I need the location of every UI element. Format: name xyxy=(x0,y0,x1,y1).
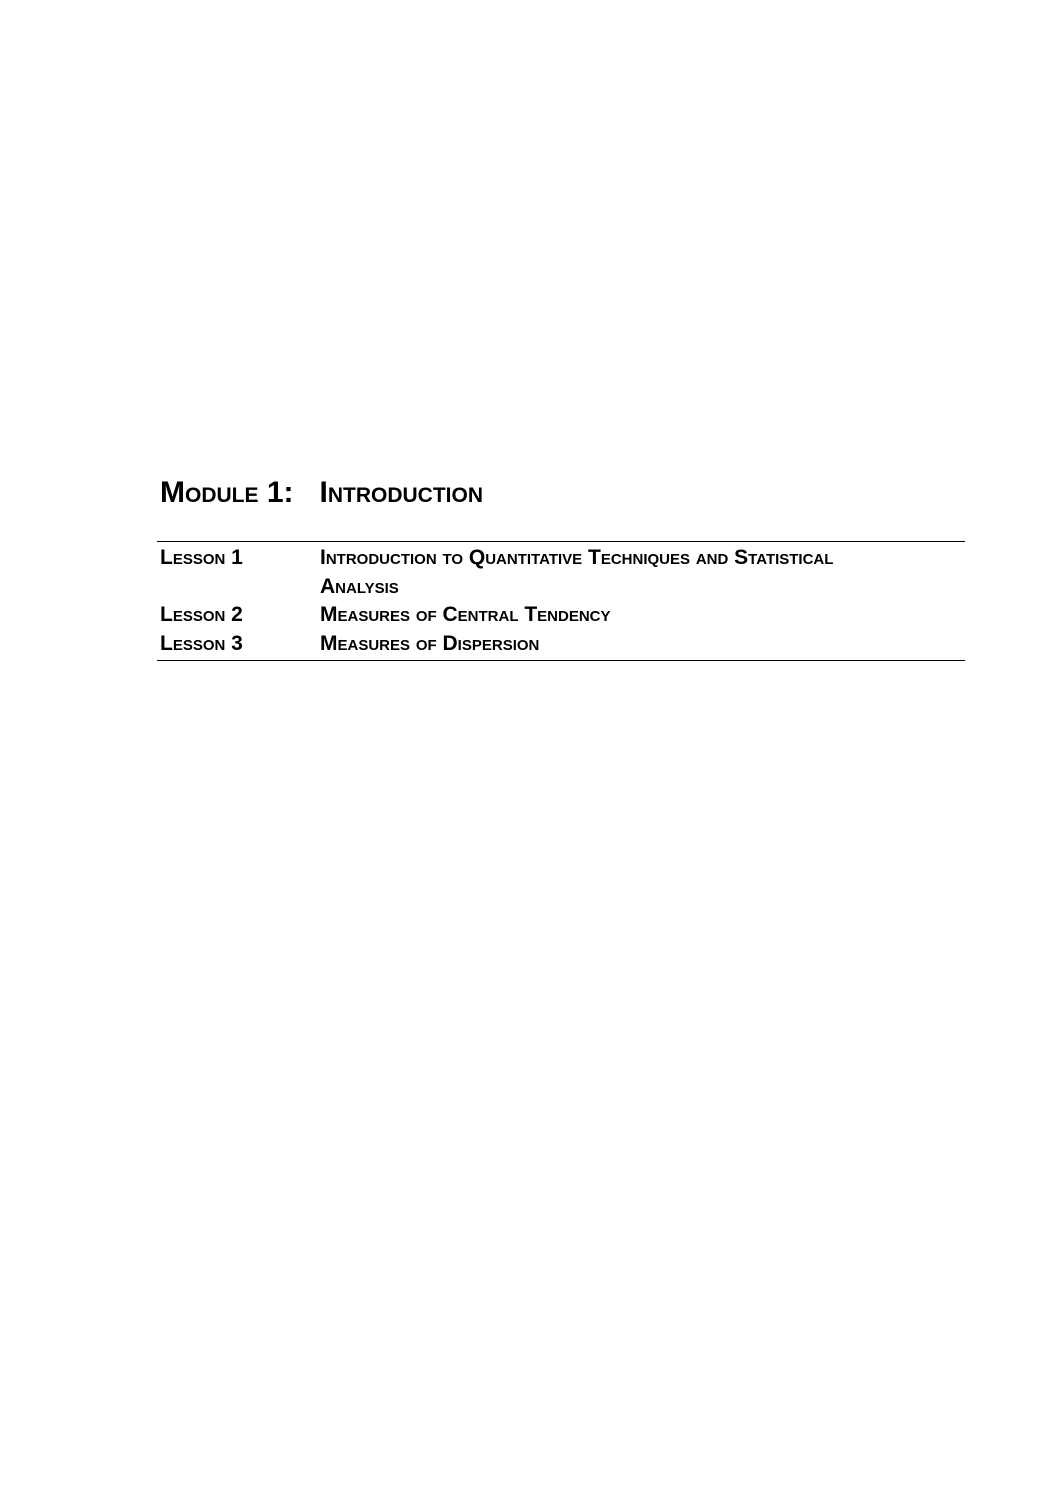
lesson-title: Measures of Dispersion xyxy=(320,631,540,655)
lesson-item xyxy=(160,630,960,659)
lesson-title: Measures of Central Tendency xyxy=(320,603,611,626)
top-divider xyxy=(157,541,965,542)
lesson-item xyxy=(160,544,960,601)
lesson-title: Introduction to Quantitative Techniques and Statistical Analysis xyxy=(320,546,834,598)
lesson-number: Lesson 3 xyxy=(160,631,243,655)
module-label: Module 1: xyxy=(160,476,294,509)
module-title: Introduction xyxy=(319,476,483,509)
lesson-list xyxy=(160,544,960,658)
bottom-divider xyxy=(157,660,965,661)
lesson-number: Lesson 1 xyxy=(160,546,243,569)
lesson-number: Lesson 2 xyxy=(160,603,243,626)
module-heading xyxy=(160,474,483,512)
lesson-item xyxy=(160,601,960,630)
